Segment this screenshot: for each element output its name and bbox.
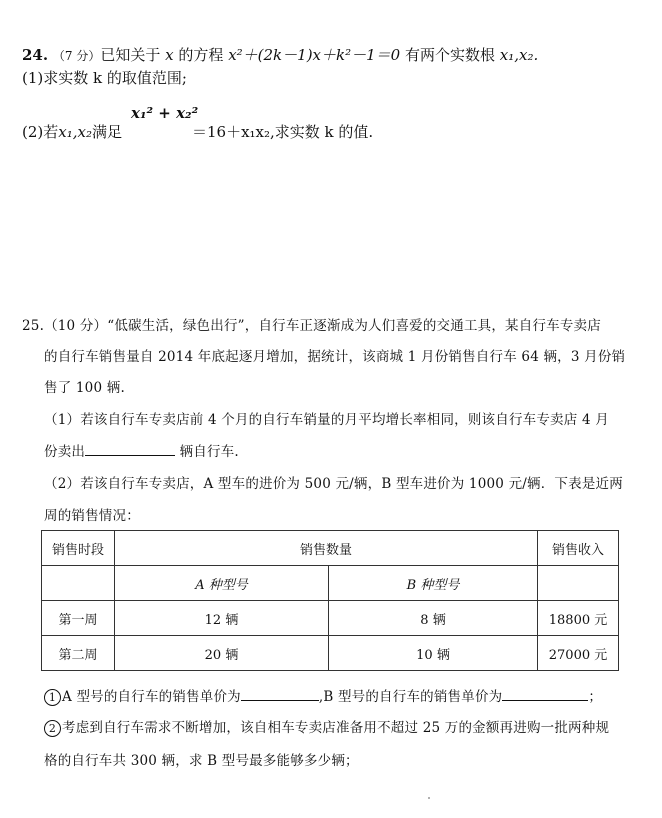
q25-sub2-text1: 考虑到自行车需求不断增加，该自相车专卖店准备用不超过 25 万的金额再进购一批两种规	[62, 720, 610, 736]
row1-model-a: 12 辆	[115, 601, 329, 636]
subheader-model-b-text: B 种型号	[406, 577, 460, 593]
q24-equation: x²＋(2k－1)x＋k²－1＝0	[228, 46, 401, 64]
subheader-model-a-text: A 种型号	[195, 577, 248, 593]
q24-roots-text: 有两个实数根	[404, 46, 495, 64]
q24-sum-squares: x₁² + x₂²	[131, 104, 199, 122]
q25-answer-blank-b[interactable]	[502, 688, 588, 701]
row2-period: 第二周	[42, 636, 115, 671]
q24-intro: 已知关于	[100, 46, 161, 64]
q25-line6: （2）若该自行车专卖店，A 型车的进价为 500 元/辆，B 型车进价为 1000 元/辆．下表是近两	[44, 476, 623, 492]
q25-sub2-line2: 格的自行车共 300 辆，求 B 型号最多能够多少辆；	[44, 753, 359, 769]
q25-sub1-pre: A 型号的自行车的销售单价为	[62, 689, 241, 705]
scan-speck	[428, 797, 430, 799]
q24-eq-label: 的方程	[178, 46, 224, 64]
row1-model-b: 8 辆	[329, 601, 538, 636]
circled-number-1: 1	[44, 689, 61, 706]
q25-line1: 25.（10 分）“低碳生活，绿色出行”，自行车正逐渐成为人们喜爱的交通工具，某自行车专卖店	[22, 318, 601, 334]
q25-sub1	[44, 685, 602, 706]
q24-part1: (1)求实数 k 的取值范围;	[22, 69, 187, 87]
header-revenue: 销售收入	[538, 531, 619, 566]
header-quantity: 销售数量	[115, 531, 538, 566]
table-row	[42, 601, 619, 636]
q25-sub2-line1	[44, 716, 609, 737]
row2-model-b: 10 辆	[329, 636, 538, 671]
q24-score: （7 分）	[52, 49, 101, 63]
q25-line7: 周的销售情况：	[44, 508, 140, 524]
q25-line5	[44, 440, 239, 460]
q24-part2	[22, 121, 373, 142]
table-header-row	[42, 531, 619, 566]
row1-revenue: 18800 元	[538, 601, 619, 636]
row2-revenue: 27000 元	[538, 636, 619, 671]
q24-part2-vars: x₁,x₂	[58, 123, 92, 141]
q25-answer-blank-a[interactable]	[241, 688, 319, 701]
q25-line5-pre: 份卖出	[44, 444, 86, 460]
sales-table	[41, 530, 619, 671]
subheader-empty	[42, 566, 115, 601]
q24-part2-pre: (2)若	[22, 123, 59, 141]
q25-line2: 的自行车销售量自 2014 年底起逐月增加，据统计，该商城 1 月份销售自行车 64 辆，3 月份销	[44, 349, 626, 365]
subheader-empty-2	[538, 566, 619, 601]
q24-part2-rhs: ＝16＋x₁x₂,求实数 k 的值.	[191, 123, 374, 141]
header-period: 销售时段	[42, 531, 115, 566]
q24-number: 24.	[22, 46, 49, 64]
q24-var-x: x	[165, 46, 174, 64]
q25-sub1-end: ；	[588, 689, 603, 705]
q25-line5-post: 辆自行车.	[179, 444, 239, 460]
table-row	[42, 636, 619, 671]
subheader-model-a	[115, 566, 329, 601]
q25-sub1-mid: ,B 型号的自行车的销售单价为	[318, 689, 503, 705]
q25-answer-blank-1[interactable]	[85, 443, 175, 456]
q25-line4: （1）若该自行车专卖店前 4 个月的自行车销量的月平均增长率相同，则该自行车专卖店 4 月	[44, 412, 609, 428]
row1-period: 第一周	[42, 601, 115, 636]
q24-roots: x₁,x₂.	[499, 46, 539, 64]
subheader-model-b	[329, 566, 538, 601]
table-subheader-row	[42, 566, 619, 601]
q24-part2-mid: 满足	[91, 123, 122, 141]
q25-line3: 售了 100 辆.	[44, 380, 125, 396]
q24-stem	[22, 44, 538, 65]
circled-number-2: 2	[44, 720, 61, 737]
row2-model-a: 20 辆	[115, 636, 329, 671]
